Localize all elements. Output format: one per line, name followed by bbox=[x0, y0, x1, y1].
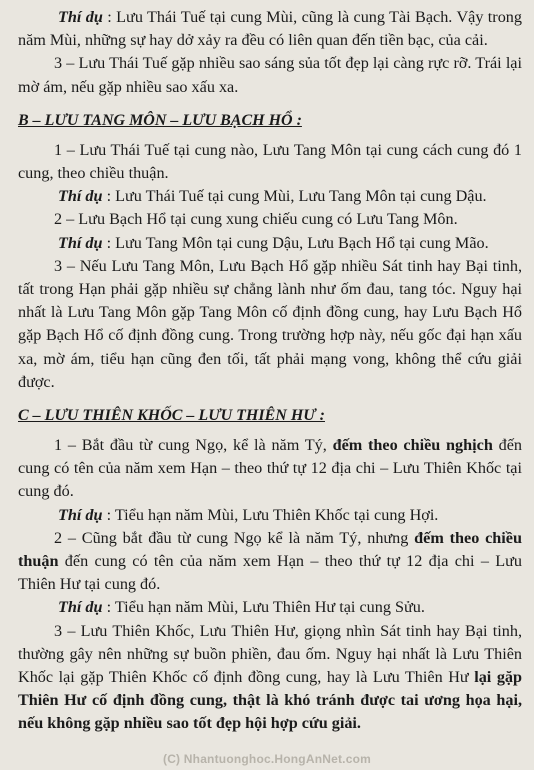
section-c-paragraph-3: 3 – Lưu Thiên Khốc, Lưu Thiên Hư, giọng nhìn Sát tinh hay Bại tinh, thường gây nên những sự buồn phiền, đau ốm. Nguy hại nhất là Lưu Thiên Khốc lại gặp Thiên Khốc cố định đồng cung, hay là Lưu Thiên Hư lại gặp Thiên Hư cố định đồng cung, thật là khó tránh được tai ương họa hại, nếu không gặp nhiều sao tốt đẹp hội hợp cứu giải. bbox=[18, 621, 523, 733]
example-text: : Tiểu hạn năm Mùi, Lưu Thiên Hư tại cung Sửu. bbox=[102, 598, 425, 617]
example-text: : Lưu Thái Tuế tại cung Mùi, cũng là cung Tài Bạch. Vậy trong năm Mùi, những sự hay dở xảy ra đều có liên quan đến tiền bạc, của cải. bbox=[18, 8, 522, 50]
section-c-example-2 bbox=[18, 596, 522, 619]
example-label: Thí dụ bbox=[58, 233, 103, 252]
example-label: Thí dụ bbox=[58, 187, 103, 206]
section-b-paragraph-3: 3 – Nếu Lưu Tang Môn, Lưu Bạch Hổ gặp nhiều Sát tinh hay Bại tinh, tất trong Hạn phải gặp nhiều sự chẳng lành như ốm đau, tang tóc. Nguy hại nhất là Lưu Tang Môn gặp Tang Môn cố định đồng cung, hay Lưu Bạch Hổ gặp Bạch Hổ cố định đồng cung. Trong trường hợp này, nếu gốc đại hạn xấu xa, mờ ám, tiểu hạn cũng đen tối, tất phải mạng vong, không thể cứu giải được. bbox=[18, 256, 522, 391]
example-text: : Tiểu hạn năm Mùi, Lưu Thiên Khốc tại cung Hợi. bbox=[102, 505, 439, 524]
example-text: : Lưu Tang Môn tại cung Dậu, Lưu Bạch Hổ tại cung Mão. bbox=[102, 233, 489, 252]
section-b-paragraph-1: 1 – Lưu Thái Tuế tại cung nào, Lưu Tang Môn tại cung cách cung đó 1 cung, theo chiều thuận. bbox=[18, 140, 522, 183]
example-label: Thí dụ bbox=[58, 598, 103, 617]
example-label: Thí dụ bbox=[58, 8, 103, 26]
example-label: Thí dụ bbox=[58, 505, 103, 524]
watermark-footer: (C) Nhantuonghoc.HongAnNet.com bbox=[163, 752, 371, 766]
section-c-paragraph-2: 2 – Cũng bắt đầu từ cung Ngọ kể là năm Tý, nhưng đếm theo chiều thuận đến cung có tên của năm xem Hạn – theo thứ tự 12 địa chi – Lưu Thiên Hư tại cung đó. bbox=[18, 528, 522, 594]
section-b-paragraph-2: 2 – Lưu Bạch Hổ tại cung xung chiếu cung có Lưu Tang Môn. bbox=[54, 210, 458, 229]
section-c-example-1 bbox=[18, 504, 522, 527]
section-b-example-1 bbox=[18, 185, 522, 208]
intro-paragraph-3: 3 – Lưu Thái Tuế gặp nhiều sao sáng sủa tốt đẹp lại càng rực rỡ. Trái lại mờ ám, nếu gặp nhiều sao xấu xa. bbox=[18, 54, 522, 96]
section-b-heading: B – LƯU TANG MÔN – LƯU BẠCH HỔ : bbox=[18, 111, 302, 129]
section-c-paragraph-1: 1 – Bắt đầu từ cung Ngọ, kể là năm Tý, đếm theo chiều nghịch đến cung có tên của năm xem Hạn – theo thứ tự 12 địa chi – Lưu Thiên Khốc tại cung đó. bbox=[18, 436, 522, 501]
section-c-heading: C – LƯU THIÊN KHỐC – LƯU THIÊN HƯ : bbox=[18, 407, 325, 425]
intro-example bbox=[18, 6, 522, 52]
example-text: : Lưu Thái Tuế tại cung Mùi, Lưu Tang Môn tại cung Dậu. bbox=[102, 187, 487, 206]
section-b-example-2 bbox=[18, 232, 522, 255]
